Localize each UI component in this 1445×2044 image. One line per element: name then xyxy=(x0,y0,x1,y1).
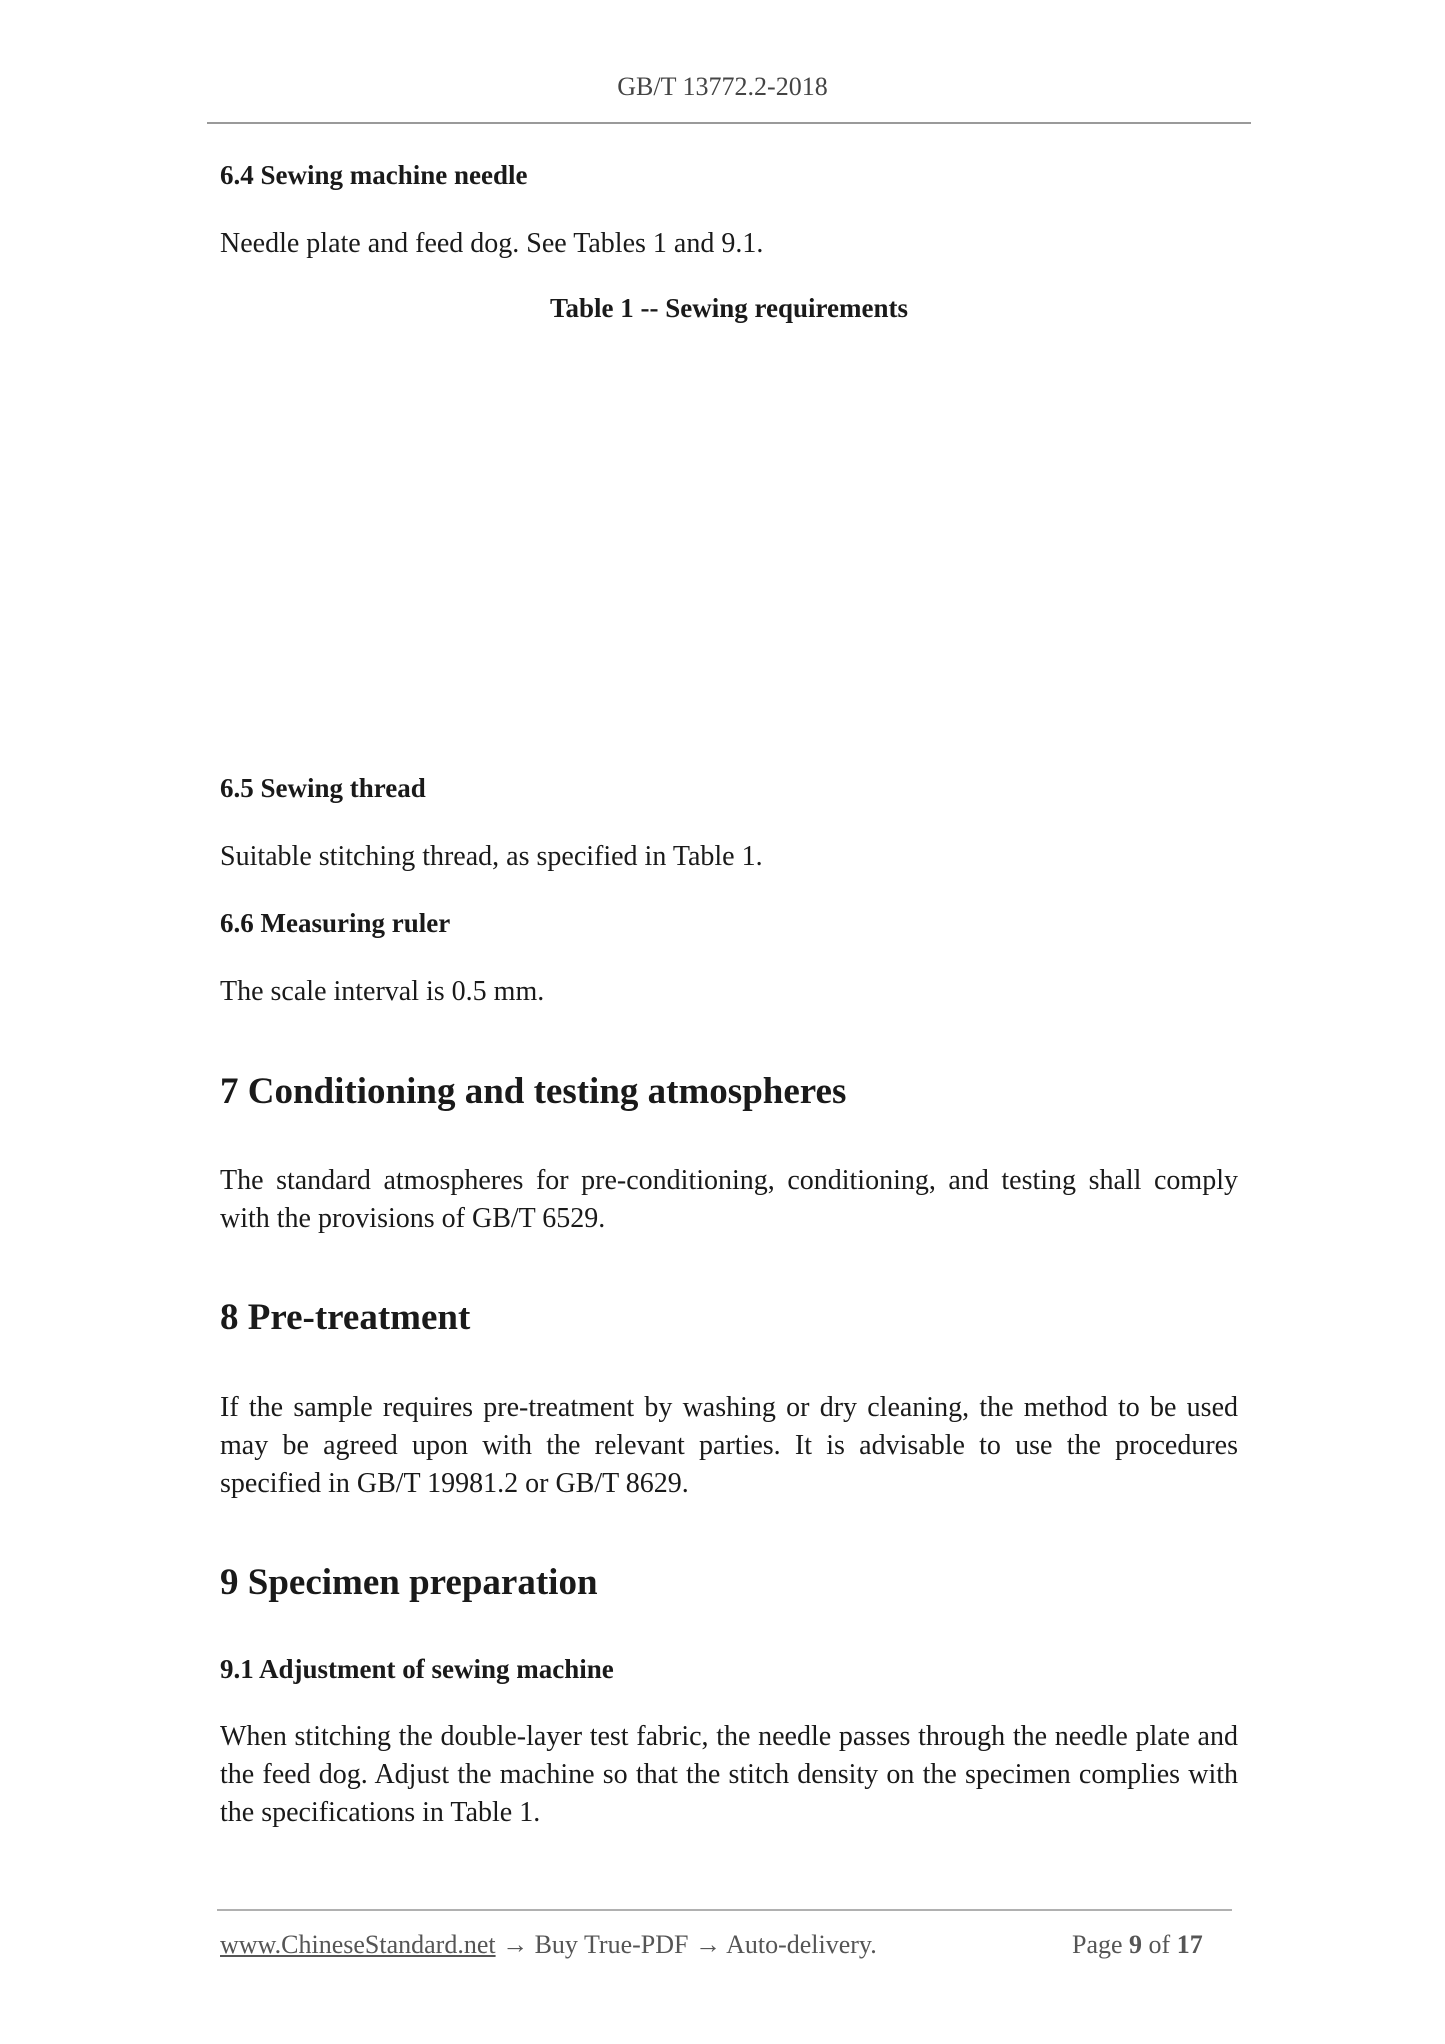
of-label: of xyxy=(1148,1930,1171,1959)
section-9-1-text: When stitching the double-layer test fabric, the needle passes through the needle plate and the feed dog. Adjust the machine so that the stitch density on the specimen complies with the specifications in Table 1. xyxy=(220,1721,1238,1828)
arrow-right-icon: → xyxy=(502,1930,529,1959)
auto-delivery-text: Auto-delivery. xyxy=(726,1930,877,1959)
section-6-5-heading: 6.5 Sewing thread xyxy=(220,773,426,803)
page-total: 17 xyxy=(1176,1930,1203,1959)
page-indicator xyxy=(1072,1930,1203,1960)
section-6-5-text: Suitable stitching thread, as specified in Table 1. xyxy=(220,841,763,872)
section-8-heading: 8 Pre-treatment xyxy=(220,1297,471,1338)
footer-promo xyxy=(220,1930,877,1960)
section-6-6-text: The scale interval is 0.5 mm. xyxy=(220,976,545,1007)
table-1-caption: Table 1 -- Sewing requirements xyxy=(549,293,908,323)
section-7-heading: 7 Conditioning and testing atmospheres xyxy=(220,1071,847,1112)
header-divider xyxy=(207,122,1251,124)
arrow-right-icon: → xyxy=(695,1930,721,1959)
page-number: 9 xyxy=(1129,1930,1143,1959)
section-7-text: The standard atmospheres for pre-conditioning, conditioning, and testing shall comply with the provisions of GB/T 6529. xyxy=(220,1165,1238,1234)
section-6-6-heading: 6.6 Measuring ruler xyxy=(220,908,451,938)
page-label: Page xyxy=(1072,1930,1123,1959)
section-6-4-heading: 6.4 Sewing machine needle xyxy=(220,160,528,190)
chinesestandard-link[interactable]: www.ChineseStandard.net xyxy=(220,1930,496,1959)
section-8-text: If the sample requires pre-treatment by washing or dry cleaning, the method to be used may be agreed upon with the relevant parties. It is advisable to use the procedures specified in GB/T 19981.2 or GB/T 8629. xyxy=(220,1392,1238,1499)
footer-divider xyxy=(217,1909,1232,1911)
section-9-1-heading: 9.1 Adjustment of sewing machine xyxy=(220,1654,614,1684)
section-9-heading: 9 Specimen preparation xyxy=(220,1562,598,1603)
section-6-4-text: Needle plate and feed dog. See Tables 1 and 9.1. xyxy=(220,228,764,259)
document-header-title: GB/T 13772.2-2018 xyxy=(617,72,828,101)
table-1-area xyxy=(220,345,1238,745)
buy-true-pdf-text: Buy True-PDF xyxy=(534,1930,689,1959)
